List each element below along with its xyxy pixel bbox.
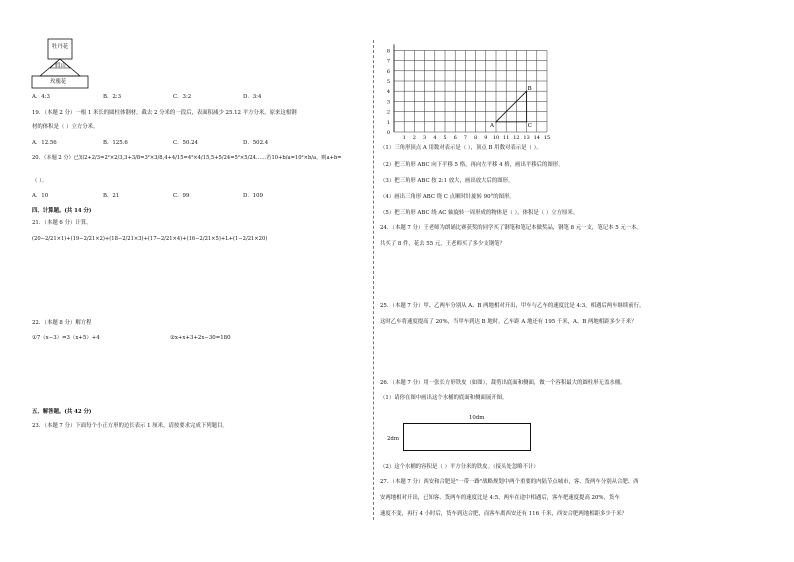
q19-line2: 材的体积是（ ）立方分米。 — [32, 124, 99, 130]
q19-line1: 19．（本题 2 分）一根 1 米长的圆柱体钢材，截去 2 分米的一段后，表面积减少 25.12 平方分米，原来这根钢 — [32, 110, 297, 116]
q27-line-3: 速度不变，再行 4 小时后，货车到达合肥，而客车离西安还有 116 千米，西安合肥两地相距多少千米？ — [380, 511, 627, 517]
x-tick-label: 12 — [513, 135, 520, 141]
y-tick-label: 6 — [386, 68, 390, 75]
point-a-label: A — [490, 122, 494, 129]
x-tick-label: 6 — [453, 135, 457, 141]
q23-part-3: （3）把三角形 ABC 按 2:1 放大，画出放大后的图形。 — [380, 178, 514, 184]
q18-option-b: B．2:3 — [103, 94, 122, 100]
q23-part-1: （1）三角形顶点 A 用数对表示是（ ），顶点 B 用数对表示是（ ）。 — [380, 145, 542, 151]
q18-option-a: A．4:3 — [32, 94, 50, 100]
q27-line-2: 安两地相对开出，已知客、货两车的速度比是 4:5，两车在途中相遇后，客车把速度提高 20%，货车 — [380, 495, 620, 501]
point-c-label: C — [527, 122, 532, 129]
q24-line-2: 共买了 8 件，花去 55 元，王老师买了多少支钢笔？ — [380, 241, 505, 247]
y-tick-label: 1 — [386, 119, 390, 126]
coordinate-grid — [380, 44, 555, 142]
x-tick-label: 14 — [533, 135, 540, 141]
section-5-title: 五、解答题。(共 42 分) — [32, 409, 92, 415]
q18-option-c: C．3:2 — [173, 94, 192, 100]
column-divider — [373, 40, 374, 520]
q23-part-2: （2）把三角形 ABC 向下平移 5 格，再向左平移 4 格，画出平移后的图形。 — [380, 162, 564, 168]
section-4-title: 四、计算题。(共 14 分) — [32, 208, 92, 214]
q20-option-a: A．10 — [32, 193, 49, 199]
q26-part-1: （1）请你在图中画出这个水桶的底面和侧面展开图。 — [380, 395, 508, 401]
q20-option-b: B．21 — [103, 193, 120, 199]
x-tick-label: 3 — [423, 135, 427, 141]
q19-option-d: D．502.4 — [243, 140, 269, 146]
x-tick-label: 2 — [412, 135, 416, 141]
triangle-abc — [496, 91, 527, 122]
figure-top-label: 牡丹花 — [52, 44, 69, 50]
q23-part-5: （5）把三角形 ABC 绕 AC 轴旋转一周形成的物体是（ ），体积是（ ）立方厘米。 — [380, 210, 579, 216]
y-tick-label: 7 — [386, 58, 390, 65]
x-tick-label: 8 — [474, 135, 478, 141]
x-tick-label: 13 — [523, 135, 530, 141]
q26-line-1: 26．（本题 7 分）用一张长方形铁皮（如图），裁剪出底面和侧面，做一个容积最大的圆柱形无盖水桶。 — [380, 380, 626, 386]
y-tick-label: 2 — [386, 109, 390, 116]
x-tick-label: 5 — [443, 135, 447, 141]
q22-equation-2: ②x+x+3+2x−30=180 — [170, 335, 231, 341]
q18-option-d: D．3:4 — [243, 94, 262, 100]
q23-part-4: （4）画出三角形 ABC 绕 C 点顺时针旋转 90°的图形。 — [380, 194, 515, 200]
q27-line-1: 27．（本题 7 分）西安和合肥是"一带一路"战略规划中两个重要的内陆节点城市，客、货两车分别从合肥、西 — [380, 479, 639, 485]
q20-line: 20．（本题 2 分）已知2+2/3=2²×2/3,3+3/8=3²×3/8,4+4/15=4²×4/15,5+5/24=5²×5/24……若10+b/a=10²×b/a，则a+b= — [32, 155, 342, 161]
rect-height-label: 2dm — [387, 436, 399, 442]
q19-option-a: A．12.56 — [32, 140, 57, 146]
x-tick-label: 7 — [463, 135, 467, 141]
q24-line-1: 24．（本题 7 分）王老师为朗诵比赛获奖的同学买了钢笔和笔记本做奖品，钢笔 8 元一支，笔记本 5 元一本。 — [380, 225, 642, 231]
q21-expression: (20−2/21×1)+(19−2/21×2)+(18−2/21×3)+(17−2/21×4)+(16−2/21×5)+L+(1−2/21×20) — [32, 236, 268, 242]
point-b-label: B — [527, 86, 532, 93]
y-tick-label: 0 — [386, 130, 390, 136]
figure-bottom-label: 玫瑰花 — [50, 79, 67, 85]
y-tick-label: 8 — [386, 48, 390, 55]
x-tick-label: 1 — [402, 135, 406, 141]
y-tick-label: 3 — [386, 99, 390, 106]
q21-title: 21．（本题 6 分）计算。 — [32, 220, 92, 226]
rect-width-label: 10dm — [469, 415, 485, 421]
q26-part-2: （2）这个水桶的容积是（ ）平方分米的铁皮。（接头处忽略不计） — [380, 464, 539, 470]
x-tick-label: 11 — [503, 135, 510, 141]
figure-mid-label: 假山 — [55, 63, 66, 69]
q23-question: 23．（本题 7 分）下面每个小正方形的边长表示 1 厘米，请按要求完成下列题目。 — [32, 423, 228, 429]
q25-line-1: 25．（本题 7 分）甲、乙两车分别从 A、B 两地相对开出，甲车与乙车的速度比是 4:3，相遇后两车继续前行， — [380, 303, 645, 309]
iron-sheet-rectangle — [403, 423, 531, 451]
q19-option-c: C．50.24 — [173, 140, 198, 146]
x-tick-label: 9 — [484, 135, 488, 141]
x-tick-label: 15 — [543, 135, 551, 141]
q22-title: 22．（本题 8 分）解方程 — [32, 320, 92, 326]
q19-option-b: B．125.6 — [103, 140, 128, 146]
y-tick-label: 5 — [386, 79, 390, 85]
q22-equation-1: ①7（x−3）=3（x+5）+4 — [32, 335, 100, 341]
x-tick-label: 10 — [492, 135, 500, 141]
y-tick-label: 4 — [386, 89, 390, 96]
q25-line-2: 这时乙车将速度提高了 20%，当甲车到达 B 地时，乙车距 A 地还有 195 千米，A、B 两地相距多少千米？ — [380, 319, 637, 325]
q20-option-c: C．99 — [173, 193, 190, 199]
q20-option-d: D．109 — [243, 193, 264, 199]
x-tick-label: 4 — [433, 135, 437, 141]
q20-blank: （ ）。 — [32, 178, 48, 184]
